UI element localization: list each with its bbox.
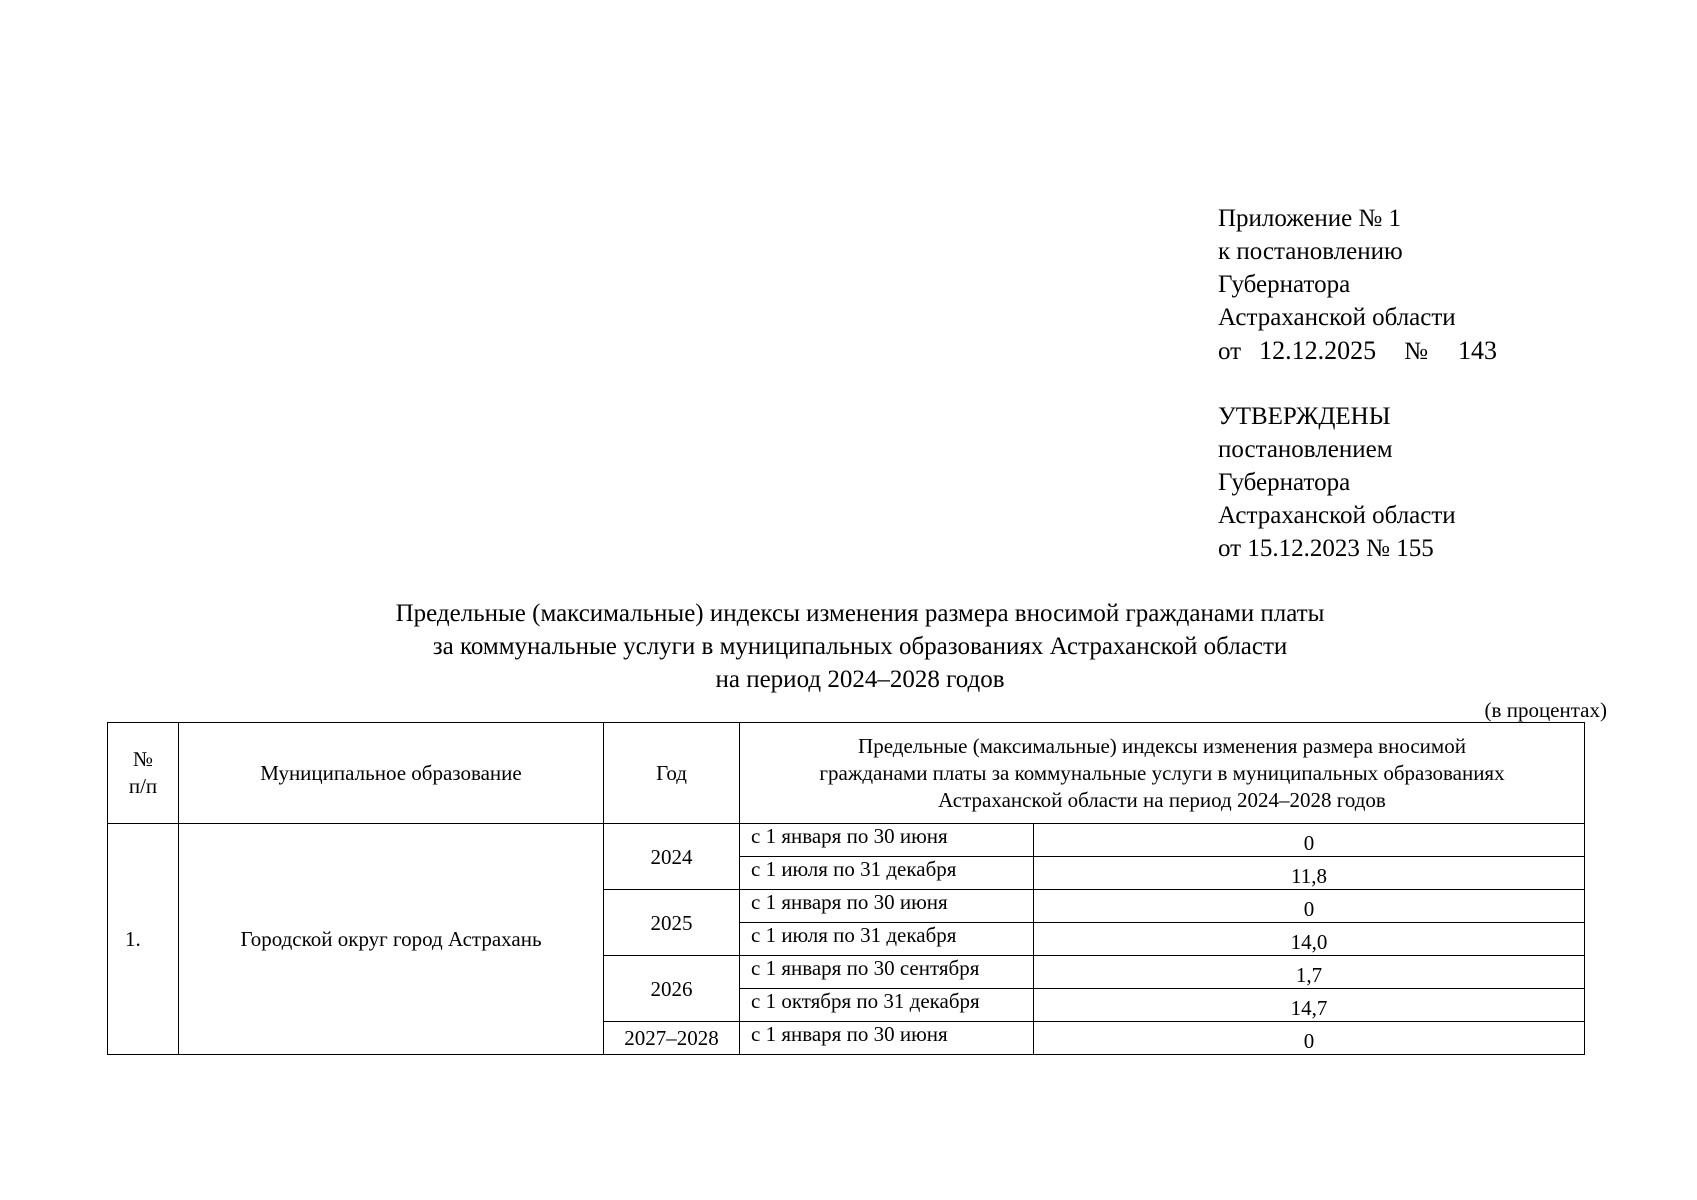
resolution-date: 12.12.2025 [1259, 336, 1377, 365]
municipality-cell: Городской округ город Астрахань [179, 824, 604, 1055]
table-row [108, 824, 1585, 857]
document-title [0, 597, 1697, 696]
period-cell: с 1 января по 30 июня [740, 890, 1034, 923]
approved-line-resolution: постановлением [1218, 436, 1393, 463]
period-cell: с 1 июля по 31 декабря [740, 857, 1034, 890]
approved-block [1218, 400, 1638, 565]
value-cell: 14,0 [1034, 923, 1585, 956]
approved-line-governor: Губернатора [1218, 469, 1351, 496]
attachment-line-region: Астраханской области [1218, 304, 1456, 331]
year-cell: 2027–2028 [604, 1022, 740, 1055]
header-index: Предельные (максимальные) индексы изменения размера вносимой гражданами платы за коммунальные услуги в муниципальных образованиях Астраханской области на период 2024–2028 годов [740, 723, 1585, 824]
value-cell: 0 [1034, 1022, 1585, 1055]
year-cell: 2024 [604, 824, 740, 890]
index-table [107, 722, 1585, 1055]
table-header-row [108, 723, 1585, 824]
approved-title: УТВЕРЖДЕНЫ [1218, 403, 1391, 430]
title-line-1: Предельные (максимальные) индексы изменения размера вносимой гражданами платы [395, 600, 1325, 627]
value-cell: 0 [1034, 824, 1585, 857]
year-cell: 2026 [604, 956, 740, 1022]
unit-note: (в процентах) [1484, 698, 1607, 722]
approved-line-date: от 15.12.2023 № 155 [1218, 535, 1434, 562]
title-line-2: за коммунальные услуги в муниципальных образованиях Астраханской области [432, 633, 1288, 660]
period-cell: с 1 октября по 31 декабря [740, 989, 1034, 1022]
date-prefix: от [1218, 338, 1242, 365]
value-cell: 1,7 [1034, 956, 1585, 989]
attachment-date-line [1218, 334, 1638, 368]
header-year: Год [604, 723, 740, 824]
attachment-title: Приложение № 1 [1218, 205, 1402, 232]
value-cell: 0 [1034, 890, 1585, 923]
row-number-cell: 1. [108, 824, 179, 1055]
resolution-number: 143 [1457, 336, 1497, 365]
period-cell: с 1 января по 30 июня [740, 1022, 1034, 1055]
title-line-3: на период 2024–2028 годов [715, 666, 1005, 693]
header-municipality: Муниципальное образование [179, 723, 604, 824]
value-cell: 14,7 [1034, 989, 1585, 1022]
approved-line-region: Астраханской области [1218, 502, 1456, 529]
period-cell: с 1 июля по 31 декабря [740, 923, 1034, 956]
year-cell: 2025 [604, 890, 740, 956]
attachment-line-resolution: к постановлению [1218, 238, 1403, 265]
attachment-block [1218, 202, 1638, 368]
number-sign: № [1404, 338, 1428, 365]
period-cell: с 1 января по 30 июня [740, 824, 1034, 857]
value-cell: 11,8 [1034, 857, 1585, 890]
period-cell: с 1 января по 30 сентября [740, 956, 1034, 989]
header-number: № п/п [108, 723, 179, 824]
attachment-line-governor: Губернатора [1218, 271, 1351, 298]
